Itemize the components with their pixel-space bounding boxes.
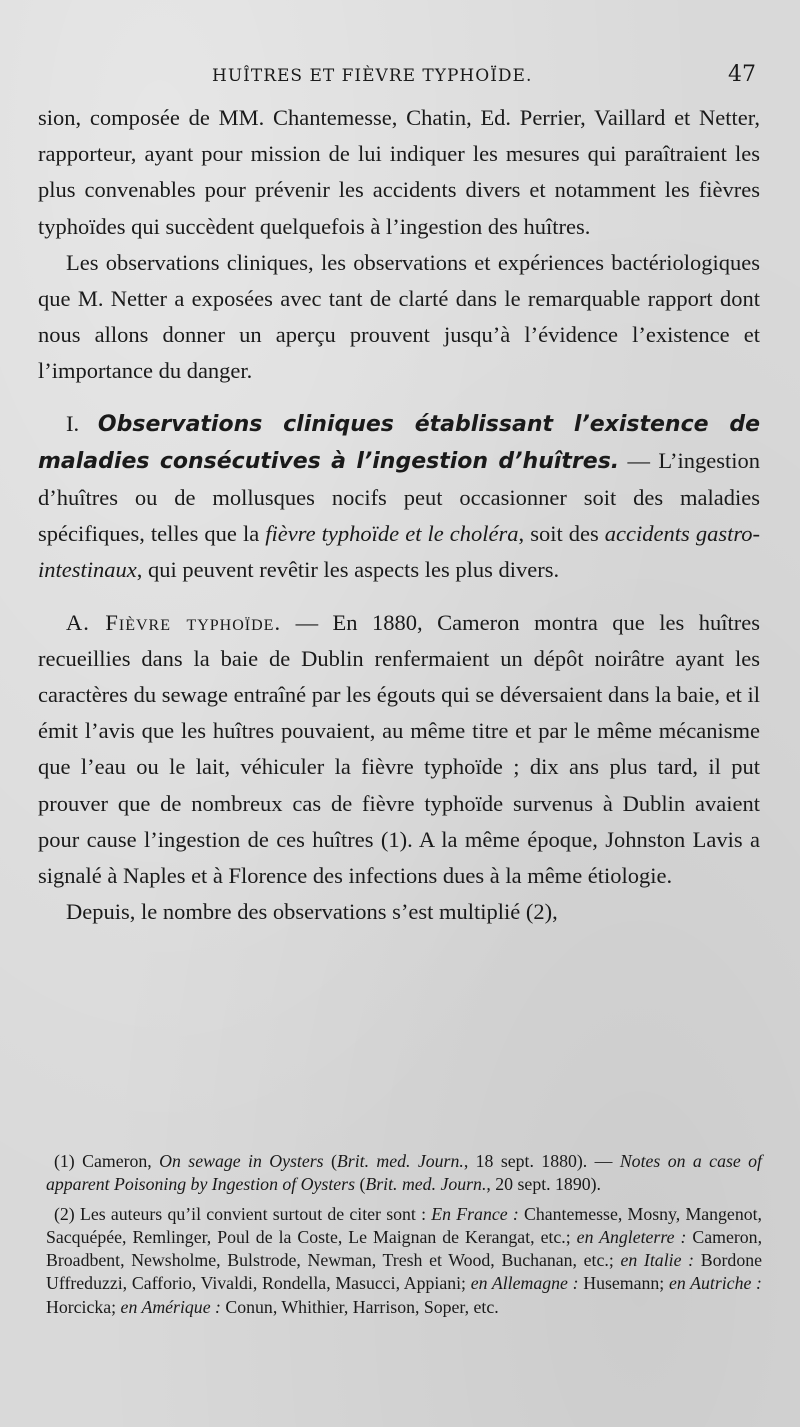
footnote-text: Bordone Uffreduzzi, Cafforio, Vivaldi, Rondella, Masucci, Appiani;: [46, 1250, 762, 1294]
footnote-text: Cameron, Broadbent, Newsholme, Bulstrode, Newman, Tresh et Wood, Buchanan, etc.;: [46, 1226, 763, 1271]
paragraph-text: Depuis, le nombre des observations s’est multiplié (2),: [66, 899, 558, 925]
footnote-text: (2) Les auteurs qu’il convient surtout de citer sont :: [54, 1203, 432, 1224]
footnote-text: (: [355, 1174, 366, 1195]
paragraph-text: Les observations cliniques, les observations et expériences bactériologiques que M. Netter a exposées avec tant de clarté dans le remarquable rapport dont nous allons donner un aperçu prouvent jusqu’à l’évidence l’existence et l’importance du danger.: [38, 249, 760, 384]
emphasis-text: accidents gastro-intestinaux: [38, 521, 760, 583]
running-head: [0, 62, 800, 92]
footnote-2: [46, 1203, 762, 1319]
subsection-label: A. Fièvre typhoïde.: [66, 609, 282, 635]
paragraph-depuis: [38, 894, 760, 930]
footnote-emphasis: en Allemagne :: [470, 1273, 579, 1294]
section-heading: Observations cliniques établissant l’existence de maladies consécutives à l’ingestion d’huîtres.: [38, 411, 761, 474]
footnote-emphasis: en Amérique :: [120, 1296, 221, 1317]
section-numeral: I.: [66, 410, 80, 436]
footnote-emphasis: en Italie :: [620, 1250, 695, 1271]
paragraph-text: — En 1880, Cameron montra que les huîtres recueillies dans la baie de Dublin renfermaient un dépôt noirâtre ayant les caractères du sewage entraîné par les égouts qui se déversaient dans la baie, et il émit l’avis que les huîtres pouvaient, au même titre et par le même mécanisme que l’eau ou le lait, véhiculer la fièvre typhoïde ; dix ans plus tard, il put prouver que de nombreux cas de fièvre typhoïde survenus à Dublin avaient pour cause l’ingestion de ces huîtres (1). A la même époque, Johnston Lavis a signalé à Naples et à Florence des infections dues à la même étiologie.: [38, 609, 760, 889]
footnote-emphasis: en Angleterre :: [576, 1226, 687, 1247]
footnote-emphasis: En France :: [431, 1203, 519, 1224]
footnote-text: Chantemesse, Mosny, Mangenot, Sacquépée, Remlinger, Poul de la Coste, Le Maignan de Kerangat, etc.;: [46, 1203, 762, 1247]
footnote-emphasis: On sewage in Oysters: [159, 1151, 324, 1171]
footnotes: [46, 1150, 762, 1319]
footnote-text: (1) Cameron,: [54, 1151, 160, 1171]
footnote-emphasis: Notes on a case of apparent Poisoning by Ingestion of Oysters: [46, 1151, 762, 1195]
main-text: [38, 100, 760, 930]
page-number: 47: [728, 62, 756, 87]
footnote-text: (: [323, 1151, 337, 1171]
footnote-text: , 18 sept. 1880). —: [463, 1151, 620, 1171]
emphasis-text: fièvre typhoïde et le choléra: [265, 521, 519, 547]
paragraph-continued: [38, 100, 760, 245]
footnote-text: Husemann;: [578, 1273, 669, 1294]
footnote-emphasis: Brit. med. Journ.: [336, 1151, 464, 1171]
footnote-text: Conun, Whithier, Harrison, Soper, etc.: [220, 1296, 499, 1317]
running-title: HUÎTRES ET FIÈVRE TYPHOÏDE.: [212, 66, 533, 86]
paragraph-text: — L’ingestion d’huîtres ou de mollusques nocifs peut occasionner soit des maladies spécifiques, telles que la: [38, 447, 760, 547]
paragraph-typhoid: [38, 605, 760, 895]
footnote-emphasis: Brit. med. Journ.: [365, 1174, 487, 1195]
footnote-text: Horcicka;: [46, 1296, 121, 1317]
paragraph-observations: [38, 245, 760, 390]
footnote-text: , 20 sept. 1890).: [486, 1174, 601, 1195]
section-heading-paragraph: [38, 406, 760, 589]
paragraph-text: , soit des: [518, 521, 605, 547]
footnote-emphasis: en Autriche :: [668, 1273, 762, 1294]
paragraph-text: sion, composée de MM. Chantemesse, Chatin, Ed. Perrier, Vaillard et Netter, rapporteur, ayant pour mission de lui indiquer les mesures qui paraîtraient les plus convenables pour prévenir les accidents divers et notamment les fièvres typhoïdes qui succèdent quelquefois à l’ingestion des huîtres.: [38, 105, 760, 239]
footnote-1: [46, 1150, 762, 1197]
paragraph-text: , qui peuvent revêtir les aspects les plus divers.: [136, 557, 560, 583]
